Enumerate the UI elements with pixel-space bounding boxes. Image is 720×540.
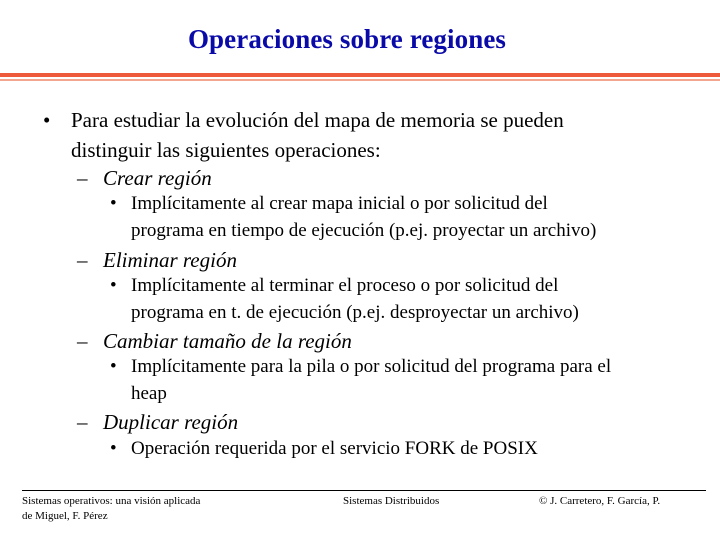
cambiar-desc-line-1: Implícitamente para la pila o por solicitud del programa para el xyxy=(131,356,612,377)
item-crear-region: Crear región xyxy=(103,166,212,190)
title-divider-shadow xyxy=(0,79,720,81)
eliminar-desc-line-2: programa en t. de ejecución (p.ej. desproyectar un archivo) xyxy=(131,302,579,323)
sub-bullet-cambiar: • xyxy=(110,356,117,377)
main-bullet-dot: • xyxy=(43,108,51,132)
footer-book-line-2: de Miguel, F. Pérez xyxy=(22,510,108,522)
footer-course: Sistemas Distribuidos xyxy=(343,495,440,507)
intro-line-1: Para estudiar la evolución del mapa de memoria se pueden xyxy=(71,108,564,132)
crear-desc-line-2: programa en tiempo de ejecución (p.ej. proyectar un archivo) xyxy=(131,220,597,241)
dash-crear: – xyxy=(77,166,88,190)
footer-book xyxy=(22,494,200,524)
sub-bullet-crear: • xyxy=(110,193,117,214)
item-cambiar-tamano: Cambiar tamaño de la región xyxy=(103,329,352,353)
dash-duplicar: – xyxy=(77,410,88,434)
dash-eliminar: – xyxy=(77,248,88,272)
item-eliminar-region: Eliminar región xyxy=(103,248,237,272)
intro-line-2: distinguir las siguientes operaciones: xyxy=(71,138,381,162)
footer-copyright: © J. Carretero, F. García, P. xyxy=(539,495,661,507)
footer-book-line-1: Sistemas operativos: una visión aplicada xyxy=(22,495,201,507)
title-divider xyxy=(0,73,720,77)
eliminar-desc-line-1: Implícitamente al terminar el proceso o por solicitud del xyxy=(131,275,559,296)
footer-divider xyxy=(22,490,706,491)
cambiar-desc-line-2: heap xyxy=(131,383,167,404)
dash-cambiar: – xyxy=(77,329,88,353)
crear-desc-line-1: Implícitamente al crear mapa inicial o por solicitud del xyxy=(131,193,548,214)
sub-bullet-eliminar: • xyxy=(110,275,117,296)
sub-bullet-duplicar: • xyxy=(110,438,117,459)
item-duplicar-region: Duplicar región xyxy=(103,410,239,434)
slide-title: Operaciones sobre regiones xyxy=(187,24,507,54)
duplicar-desc-line-1: Operación requerida por el servicio FORK de POSIX xyxy=(131,438,538,459)
